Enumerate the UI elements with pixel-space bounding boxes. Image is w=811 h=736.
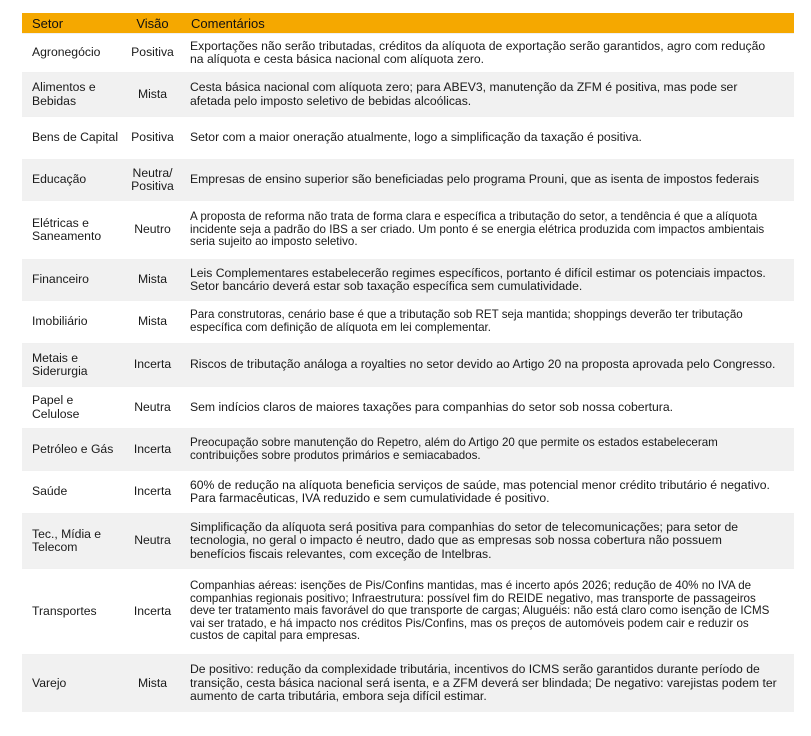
cell-setor: Agronegócio [22,34,124,73]
cell-setor: Petróleo e Gás [22,429,124,471]
cell-setor: Alimentos e Bebidas [22,73,124,117]
cell-comentario: Leis Complementares estabelecerão regimes específicos, portanto é difícil estimar os potenciais impactos. Setor bancário deverá estar sob taxação específica sem cumulatividade. [181,260,794,301]
cell-visao: Neutra/ Positiva [124,160,181,201]
cell-setor: Financeiro [22,260,124,301]
table-row [22,117,794,160]
cell-visao: Incerta [124,344,181,387]
table-row [22,160,794,201]
table-row [22,471,794,514]
table-row [22,569,794,655]
sector-view-table [22,13,794,712]
cell-comentario: Simplificação da alíquota será positiva para companhias do setor de telecomunicações; para setor de tecnologia, no geral o impacto é neutro, dado que as empresas sob nossa cobertura não possuem benefícios fiscais relevantes, com exceção de Intelbras. [181,514,794,569]
table-row [22,387,794,429]
cell-visao: Mista [124,260,181,301]
header-visao: Visão [124,13,181,34]
cell-setor: Transportes [22,569,124,655]
cell-comentario: Empresas de ensino superior são beneficiadas pelo programa Prouni, que as isenta de impostos federais [181,160,794,201]
table-row [22,260,794,301]
cell-visao: Mista [124,655,181,712]
cell-visao: Mista [124,73,181,117]
cell-comentario: A proposta de reforma não trata de forma clara e específica a tributação do setor, a tendência é que a alíquota incidente seja a padrão do IBS a ser criado. Um ponto é se energia elétrica produzida com impactos ambientais seria sujeito ao imposto seletivo. [181,201,794,260]
cell-visao: Positiva [124,117,181,160]
cell-comentario: Para construtoras, cenário base é que a tributação sob RET seja mantida; shoppings deverão ter tributação específica com definição de alíquota em lei complementar. [181,301,794,344]
cell-comentario: Riscos de tributação análoga a royalties no setor devido ao Artigo 20 na proposta aprovada pelo Congresso. [181,344,794,387]
cell-setor: Imobiliário [22,301,124,344]
cell-setor: Bens de Capital [22,117,124,160]
cell-setor: Metais e Siderurgia [22,344,124,387]
cell-comentario: Companhias aéreas: isenções de Pis/Confins mantidas, mas é incerto após 2026; redução de 40% no IVA de companhias regionais positivo; Infraestrutura: possível fim do REIDE negativo, mas transporte de passageiros deve ter tratamento mais favorável do que transporte de cargas; Aluguéis: não está claro como isenção de ICMS vai ser tratado, e há impacto nos créditos Pis/Confins, mas os preços de automóveis podem cair e reduzir os custos de capital para empresas. [181,569,794,655]
cell-setor: Papel e Celulose [22,387,124,429]
table-row [22,514,794,569]
cell-comentario: Cesta básica nacional com alíquota zero; para ABEV3, manutenção da ZFM é positiva, mas pode ser afetada pelo imposto seletivo de bebidas alcoólicas. [181,73,794,117]
cell-setor: Saúde [22,471,124,514]
cell-setor: Elétricas e Saneamento [22,201,124,260]
cell-visao: Neutra [124,387,181,429]
cell-setor: Varejo [22,655,124,712]
cell-visao: Incerta [124,429,181,471]
table-row [22,34,794,73]
table-row [22,429,794,471]
cell-visao: Neutra [124,514,181,569]
table-header-row [22,13,794,34]
header-comentarios: Comentários [181,13,794,34]
cell-visao: Positiva [124,34,181,73]
cell-comentario: Exportações não serão tributadas, créditos da alíquota de exportação serão garantidos, agro com redução na alíquota e cesta básica nacional com alíquota zero. [181,34,794,73]
cell-setor: Tec., Mídia e Telecom [22,514,124,569]
cell-comentario: 60% de redução na alíquota beneficia serviços de saúde, mas potencial menor crédito tributário é negativo. Para farmacêuticas, IVA reduzido e sem cumulatividade é positivo. [181,471,794,514]
cell-setor: Educação [22,160,124,201]
table-row [22,201,794,260]
cell-comentario: Setor com a maior oneração atualmente, logo a simplificação da taxação é positiva. [181,117,794,160]
cell-comentario: De positivo: redução da complexidade tributária, incentivos do ICMS serão garantidos durante período de transição, cesta básica nacional será isenta, e a ZFM deverá ser blindada; De negativo: varejistas podem ter aumento de carta tributária, embora seja difícil estimar. [181,655,794,712]
table-row [22,344,794,387]
table-row [22,73,794,117]
table-row [22,655,794,712]
cell-visao: Incerta [124,569,181,655]
cell-visao: Incerta [124,471,181,514]
header-setor: Setor [22,13,124,34]
table-row [22,301,794,344]
cell-visao: Neutro [124,201,181,260]
cell-visao: Mista [124,301,181,344]
cell-comentario: Preocupação sobre manutenção do Repetro, além do Artigo 20 que permite os estados estabeleceram contribuições sobre produtos primários e semiacabados. [181,429,794,471]
cell-comentario: Sem indícios claros de maiores taxações para companhias do setor sob nossa cobertura. [181,387,794,429]
